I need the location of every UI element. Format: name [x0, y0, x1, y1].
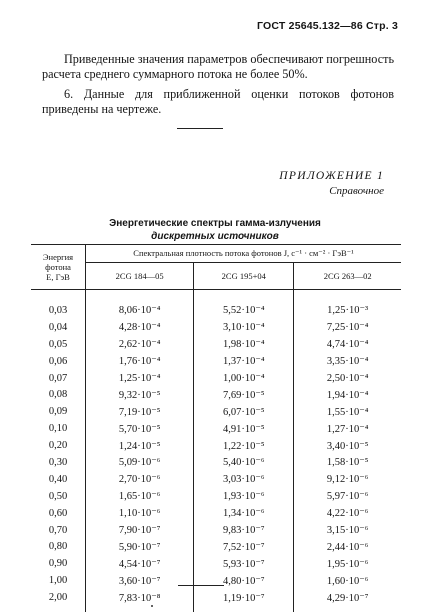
- source-1-cell: 2,62·10⁻⁴: [86, 336, 194, 353]
- source-1-cell: 5,09·10⁻⁶: [86, 454, 194, 471]
- table-row: [31, 403, 401, 420]
- source-2-cell: 7,69·10⁻⁵: [194, 386, 294, 403]
- source-3-cell: 1,95·10⁻⁶: [326, 558, 369, 570]
- source-1-cell: 4,28·10⁻⁴: [86, 319, 194, 336]
- energy-cell: 0,06: [31, 353, 86, 370]
- energy-cell: 0,90: [31, 555, 86, 572]
- source-2-cell: 5,40·10⁻⁶: [194, 454, 294, 471]
- energy-cell: 0,40: [31, 471, 86, 488]
- appendix-subtitle: Справочное: [329, 185, 384, 197]
- source-1-cell: 7,19·10⁻⁵: [86, 403, 194, 420]
- source-2-cell: 5,52·10⁻⁴: [194, 290, 294, 319]
- energy-cell: 0,50: [31, 488, 86, 505]
- energy-cell: 0,04: [31, 319, 86, 336]
- source-2-cell: 6,07·10⁻⁵: [194, 403, 294, 420]
- source-3-cell: 4,29·10⁻⁷: [326, 592, 369, 604]
- energy-cell: 0,60: [31, 505, 86, 522]
- page-speck: [151, 605, 153, 607]
- source-1-cell: 7,83·10⁻⁸: [86, 589, 194, 612]
- energy-cell: 0,09: [31, 403, 86, 420]
- source-1-cell: 1,76·10⁻⁴: [86, 353, 194, 370]
- energy-cell: 2,00: [31, 589, 86, 612]
- source-2-cell: 9,83·10⁻⁷: [194, 522, 294, 539]
- table-row: [31, 505, 401, 522]
- table-row: [31, 420, 401, 437]
- table-row: [31, 572, 401, 589]
- paragraph-item-6: 6. Данные для приближенной оценки потоков фотонов приведены на чертеже.: [42, 87, 394, 116]
- source-1-cell: 4,54·10⁻⁷: [86, 555, 194, 572]
- source-2-cell: 5,93·10⁻⁷: [194, 555, 294, 572]
- table-row: [31, 538, 401, 555]
- source-1-cell: 1,25·10⁻⁴: [86, 370, 194, 387]
- source-2-cell: 4,80·10⁻⁷: [194, 572, 294, 589]
- energy-cell: 1,00: [31, 572, 86, 589]
- table-row: [31, 336, 401, 353]
- spectra-table: [31, 244, 401, 612]
- energy-cell: 0,03: [31, 290, 86, 319]
- table-row: [31, 290, 401, 319]
- energy-cell: 0,80: [31, 538, 86, 555]
- source-3-cell: 1,94·10⁻⁴: [326, 389, 369, 401]
- source-3-cell: 1,25·10⁻³: [327, 305, 369, 317]
- paragraph-accuracy: Приведенные значения параметров обеспечивают погрешность расчета среднего суммарного потока не более 50%.: [42, 52, 394, 81]
- table-title-line-2: дискретных источников: [151, 230, 279, 242]
- source-1-cell: 1,65·10⁻⁶: [86, 488, 194, 505]
- source-2-cell: 1,00·10⁻⁴: [194, 370, 294, 387]
- source-1-cell: 9,32·10⁻⁵: [86, 386, 194, 403]
- source-1-cell: 3,60·10⁻⁷: [86, 572, 194, 589]
- source-3-cell: 1,27·10⁻⁴: [326, 423, 369, 435]
- source-3-cell: 7,25·10⁻⁴: [326, 322, 369, 334]
- appendix-title: ПРИЛОЖЕНИЕ 1: [279, 170, 384, 182]
- table-row: [31, 589, 401, 612]
- source-2-cell: 1,34·10⁻⁶: [194, 505, 294, 522]
- energy-cell: 0,20: [31, 437, 86, 454]
- source-3-cell: 3,15·10⁻⁶: [326, 525, 369, 537]
- table-row: [31, 437, 401, 454]
- end-separator-rule: [178, 585, 224, 586]
- source-3-cell: 9,12·10⁻⁶: [326, 474, 369, 486]
- source-3-cell: 1,58·10⁻⁵: [326, 457, 369, 469]
- source-1-cell: 7,90·10⁻⁷: [86, 522, 194, 539]
- table-row: [31, 488, 401, 505]
- source-2-cell: 4,91·10⁻⁵: [194, 420, 294, 437]
- source-1-cell: 5,70·10⁻⁵: [86, 420, 194, 437]
- page-header: ГОСТ 25645.132—86 Стр. 3: [257, 20, 398, 32]
- source-1-cell: 2,70·10⁻⁶: [86, 471, 194, 488]
- source-3-cell: 5,97·10⁻⁶: [326, 491, 369, 503]
- energy-cell: 0,07: [31, 370, 86, 387]
- table-row: [31, 319, 401, 336]
- source-3-cell: 1,55·10⁻⁴: [326, 406, 369, 418]
- table-title-line-1: Энергетические спектры гамма-излучения: [109, 218, 321, 229]
- flux-group-header: Спектральная плотность потока фотонов J, с⁻¹ · см⁻² · ГэВ⁻¹: [86, 245, 402, 263]
- table-row: [31, 353, 401, 370]
- table-row: [31, 370, 401, 387]
- energy-cell: 0,08: [31, 386, 86, 403]
- table-row: [31, 454, 401, 471]
- column-header-source-2: 2CG 195+04: [194, 263, 294, 290]
- table-body: [31, 290, 401, 613]
- source-2-cell: 1,93·10⁻⁶: [194, 488, 294, 505]
- source-2-cell: 3,03·10⁻⁶: [194, 471, 294, 488]
- source-2-cell: 1,19·10⁻⁷: [194, 589, 294, 612]
- source-1-cell: 5,90·10⁻⁷: [86, 538, 194, 555]
- column-header-source-3: 2CG 263—02: [294, 263, 401, 290]
- source-1-cell: 1,24·10⁻⁵: [86, 437, 194, 454]
- source-3-cell: 2,50·10⁻⁴: [326, 373, 369, 384]
- source-3-cell: 1,60·10⁻⁶: [326, 575, 369, 587]
- energy-cell: 0,30: [31, 454, 86, 471]
- source-2-cell: 7,52·10⁻⁷: [194, 538, 294, 555]
- table-row: [31, 522, 401, 539]
- table-row: [31, 555, 401, 572]
- source-2-cell: 1,98·10⁻⁴: [194, 336, 294, 353]
- energy-column-header: Энергия фотона E, ГэВ: [31, 245, 86, 290]
- source-2-cell: 1,22·10⁻⁵: [194, 437, 294, 454]
- source-3-cell: 4,22·10⁻⁶: [326, 508, 369, 520]
- column-header-source-1: 2CG 184—05: [86, 263, 194, 290]
- energy-cell: 0,10: [31, 420, 86, 437]
- source-2-cell: 1,37·10⁻⁴: [194, 353, 294, 370]
- source-1-cell: 8,06·10⁻⁴: [86, 290, 194, 319]
- source-3-cell: 3,35·10⁻⁴: [326, 356, 369, 368]
- separator-rule: [177, 128, 223, 129]
- table-row: [31, 386, 401, 403]
- source-2-cell: 3,10·10⁻⁴: [194, 319, 294, 336]
- source-3-cell: 3,40·10⁻⁵: [326, 440, 369, 452]
- table-title: [0, 218, 430, 243]
- source-3-cell: 2,44·10⁻⁶: [326, 541, 369, 553]
- energy-cell: 0,70: [31, 522, 86, 539]
- source-3-cell: 4,74·10⁻⁴: [326, 339, 369, 351]
- table-row: [31, 471, 401, 488]
- source-1-cell: 1,10·10⁻⁶: [86, 505, 194, 522]
- energy-cell: 0,05: [31, 336, 86, 353]
